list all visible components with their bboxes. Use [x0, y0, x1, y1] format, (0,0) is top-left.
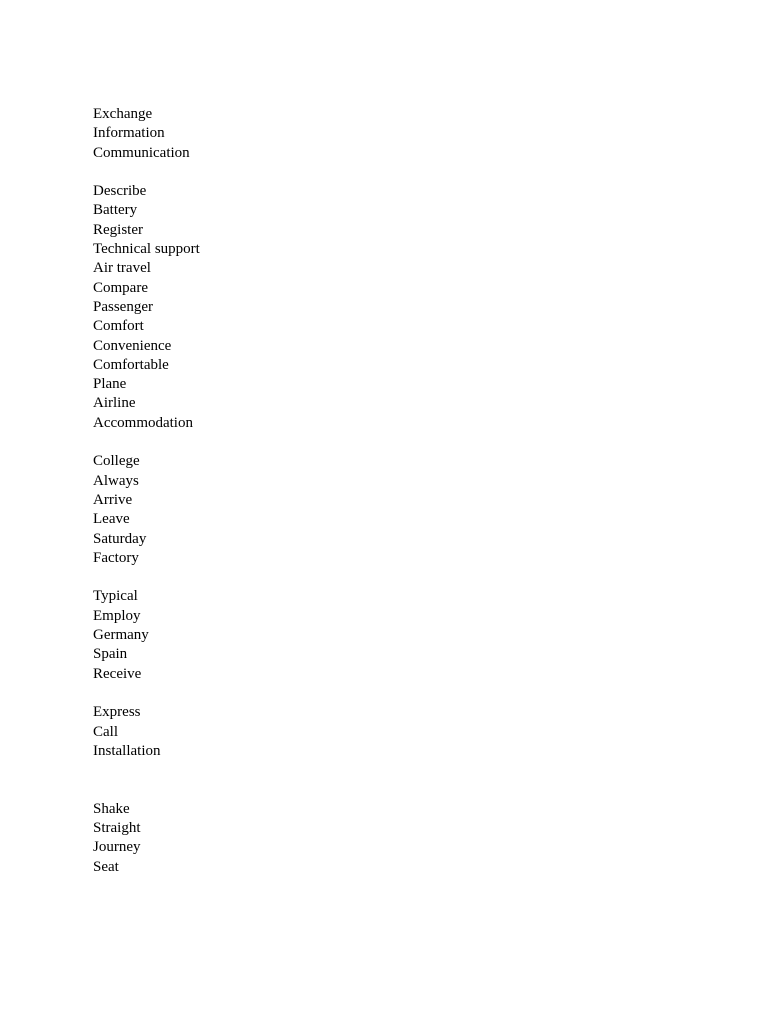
- word-item: Technical support: [93, 241, 200, 258]
- word-item: Comfort: [93, 318, 144, 335]
- word-item: Register: [93, 221, 143, 238]
- word-item: Employ: [93, 607, 141, 624]
- word-item: Always: [93, 472, 139, 489]
- word-item: Express: [93, 704, 141, 721]
- word-item: Spain: [93, 646, 128, 663]
- word-list: [93, 105, 200, 896]
- word-item: Plane: [93, 376, 127, 393]
- word-item: Comfortable: [93, 356, 169, 373]
- word-item: Air travel: [93, 260, 151, 277]
- word-item: Leave: [93, 511, 130, 528]
- word-item: Information: [93, 125, 165, 142]
- word-item: Saturday: [93, 530, 147, 547]
- word-item: Call: [93, 723, 118, 740]
- word-item: Seat: [93, 858, 119, 875]
- word-item: Communication: [93, 144, 190, 161]
- word-item: Battery: [93, 202, 138, 219]
- word-item: Journey: [93, 839, 141, 856]
- word-item: Describe: [93, 183, 147, 200]
- word-item: Accommodation: [93, 414, 193, 431]
- word-group-6: [93, 800, 200, 877]
- word-item: Compare: [93, 279, 148, 296]
- word-item: Germany: [93, 627, 149, 644]
- word-group-4: [93, 587, 200, 683]
- word-item: Arrive: [93, 491, 133, 508]
- word-group-1: [93, 105, 200, 163]
- word-item: Factory: [93, 549, 139, 566]
- word-item: Receive: [93, 665, 142, 682]
- word-item: Airline: [93, 395, 136, 412]
- word-item: Convenience: [93, 337, 172, 354]
- word-item: Installation: [93, 742, 161, 759]
- word-item: College: [93, 453, 140, 470]
- word-item: Exchange: [93, 106, 153, 122]
- word-item: Straight: [93, 819, 141, 836]
- word-item: Passenger: [93, 298, 153, 315]
- word-item: Shake: [93, 800, 130, 817]
- word-group-2: [93, 182, 200, 433]
- word-group-3: [93, 452, 200, 568]
- word-group-5: [93, 703, 200, 761]
- word-item: Typical: [93, 588, 138, 605]
